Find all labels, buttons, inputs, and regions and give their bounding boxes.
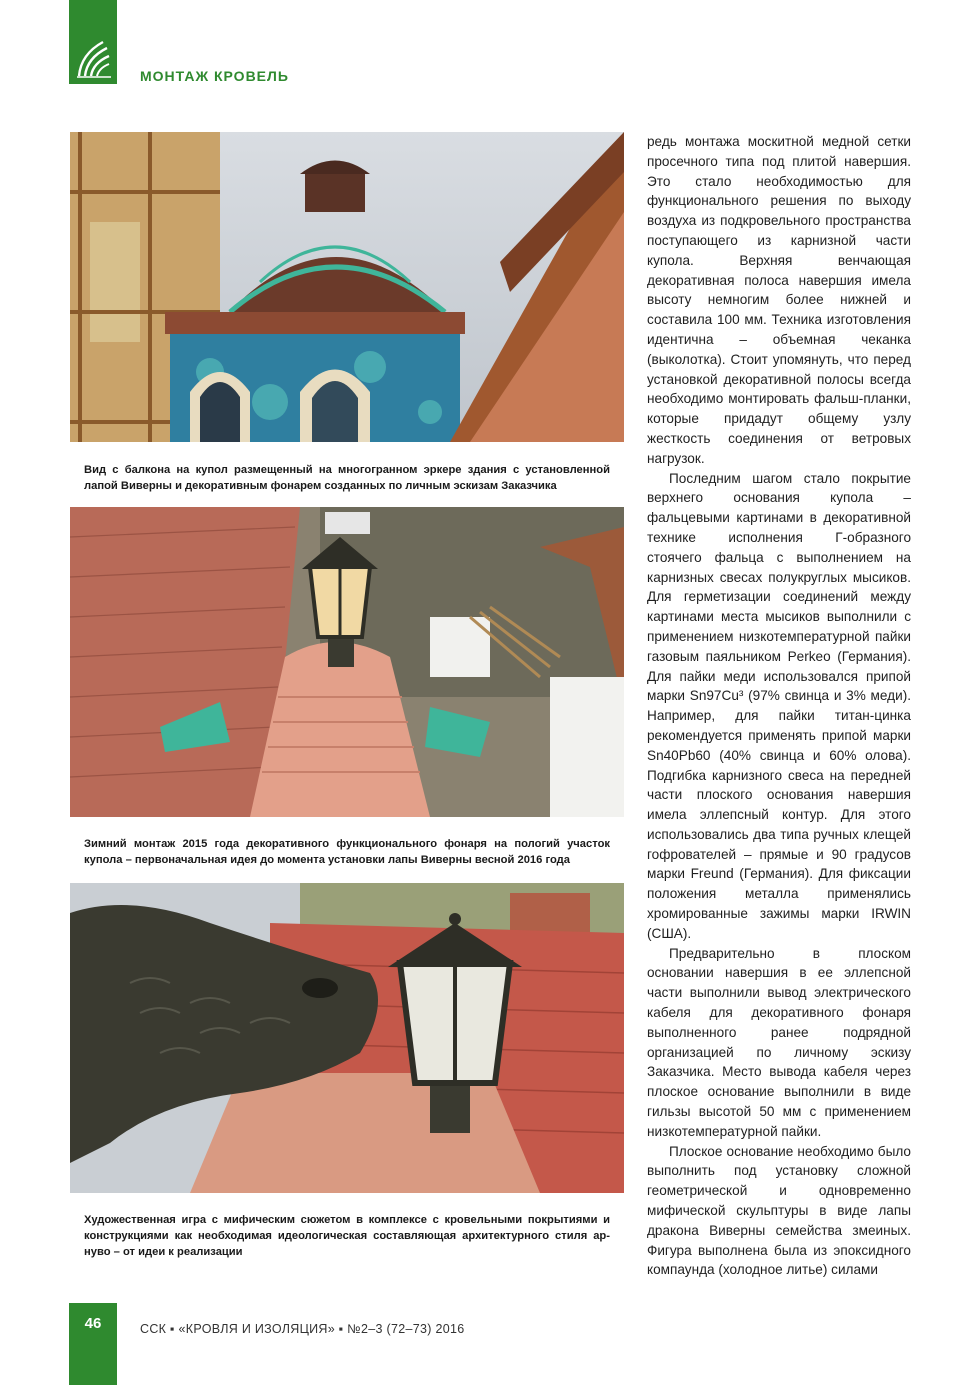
article-text	[647, 132, 911, 1280]
logo-box	[69, 0, 117, 84]
paragraph: Предварительно в плоском основании навершия в ее эллепсной части выполнили вывод электрического кабеля для декоративного фонаря выполненного ранее подрядной организацией по личному эскизу Заказчика. Место вывода кабеля через плоское основание выполнили в виде гильзы высотой 50 мм с применением низкотемпературной пайки.	[647, 945, 911, 1139]
photo-lantern-winter	[70, 507, 624, 817]
paragraph: Последним шагом стало покрытие верхнего основания купола – фальцевыми картинами в декоративной технике исполнения Г-образного стоячего фальца с выполнением на карнизных свесах полукруглых мысиков. Для герметизации соединений между картинами места мысиков выполнили с применением низкотемпературной пайки газовым паяльником Perkeo (Германия). Для пайки меди использовался припой марки Sn97Cu³ (97% свинца и 3% меди). Например, для пайки титан-цинка рекомендуется применять припой марки Sn40Pb60 (40% свинца и 60% олова). Подгибка карнизного свеса на передней части плоского основания навершия имела эллепсный контур. Для этого использовались два типа ручных клещей гофрователей – прямые и 90 градусов марки Freund (Германия). Для фиксации положения металла применялись хромированные зажимы марки IRWIN (США).	[647, 470, 911, 941]
page-number-box	[69, 1303, 117, 1385]
caption-photo-1: Вид с балкона на купол размещенный на многогранном эркере здания с установленной лапой Виверны и декоративным фонарем созданных по личным эскизам Заказчика	[84, 464, 610, 492]
publisher-logo-icon	[73, 36, 113, 80]
paragraph: редь монтажа москитной медной сетки просечного типа под плитой навершия. Это стало необходимостью для функционального решения по выходу воздуха из подкровельного пространства поступающего из карнизной части купола. Верхняя венчающая декоративная полоса навершия имела высоту немногим более нижней и составила 100 мм. Техника изготовления идентична – объемная чеканка (выколотка). Стоит упомянуть, что перед установкой декоративной полосы всегда необходимо монтировать фальш-планки, которые придадут общему узлу жесткость соединения от ветровых нагрузок.	[647, 134, 911, 466]
caption-photo-2: Зимний монтаж 2015 года декоративного функционального фонаря на пологий участок купола – первоначальная идея до момента установки лапы Виверны весной 2016 года	[84, 838, 610, 866]
journal-footer: ССК ▪ «КРОВЛЯ И ИЗОЛЯЦИЯ» ▪ №2–3 (72–73) 2016	[140, 1322, 465, 1336]
paragraph: Плоское основание необходимо было выполнить под установку сложной геометрической и одновременно мифической скульптуры в виде лапы дракона Виверны семейства змеиных. Фигура выполнена была из эпоксидного компаунда (холодное литье) силами	[647, 1143, 911, 1278]
photo-dome-view	[70, 132, 624, 442]
page-number: 46	[84, 1315, 102, 1332]
caption-photo-3: Художественная игра с мифическим сюжетом в комплексе с кровельными покрытиями и конструкциями как необходимая идеологическая составляющая архитектурного стиля ар-нуво – от идеи к реализации	[84, 1214, 610, 1258]
section-title: МОНТАЖ КРОВЕЛЬ	[140, 68, 289, 84]
photo-wyvern-lantern	[70, 883, 624, 1193]
